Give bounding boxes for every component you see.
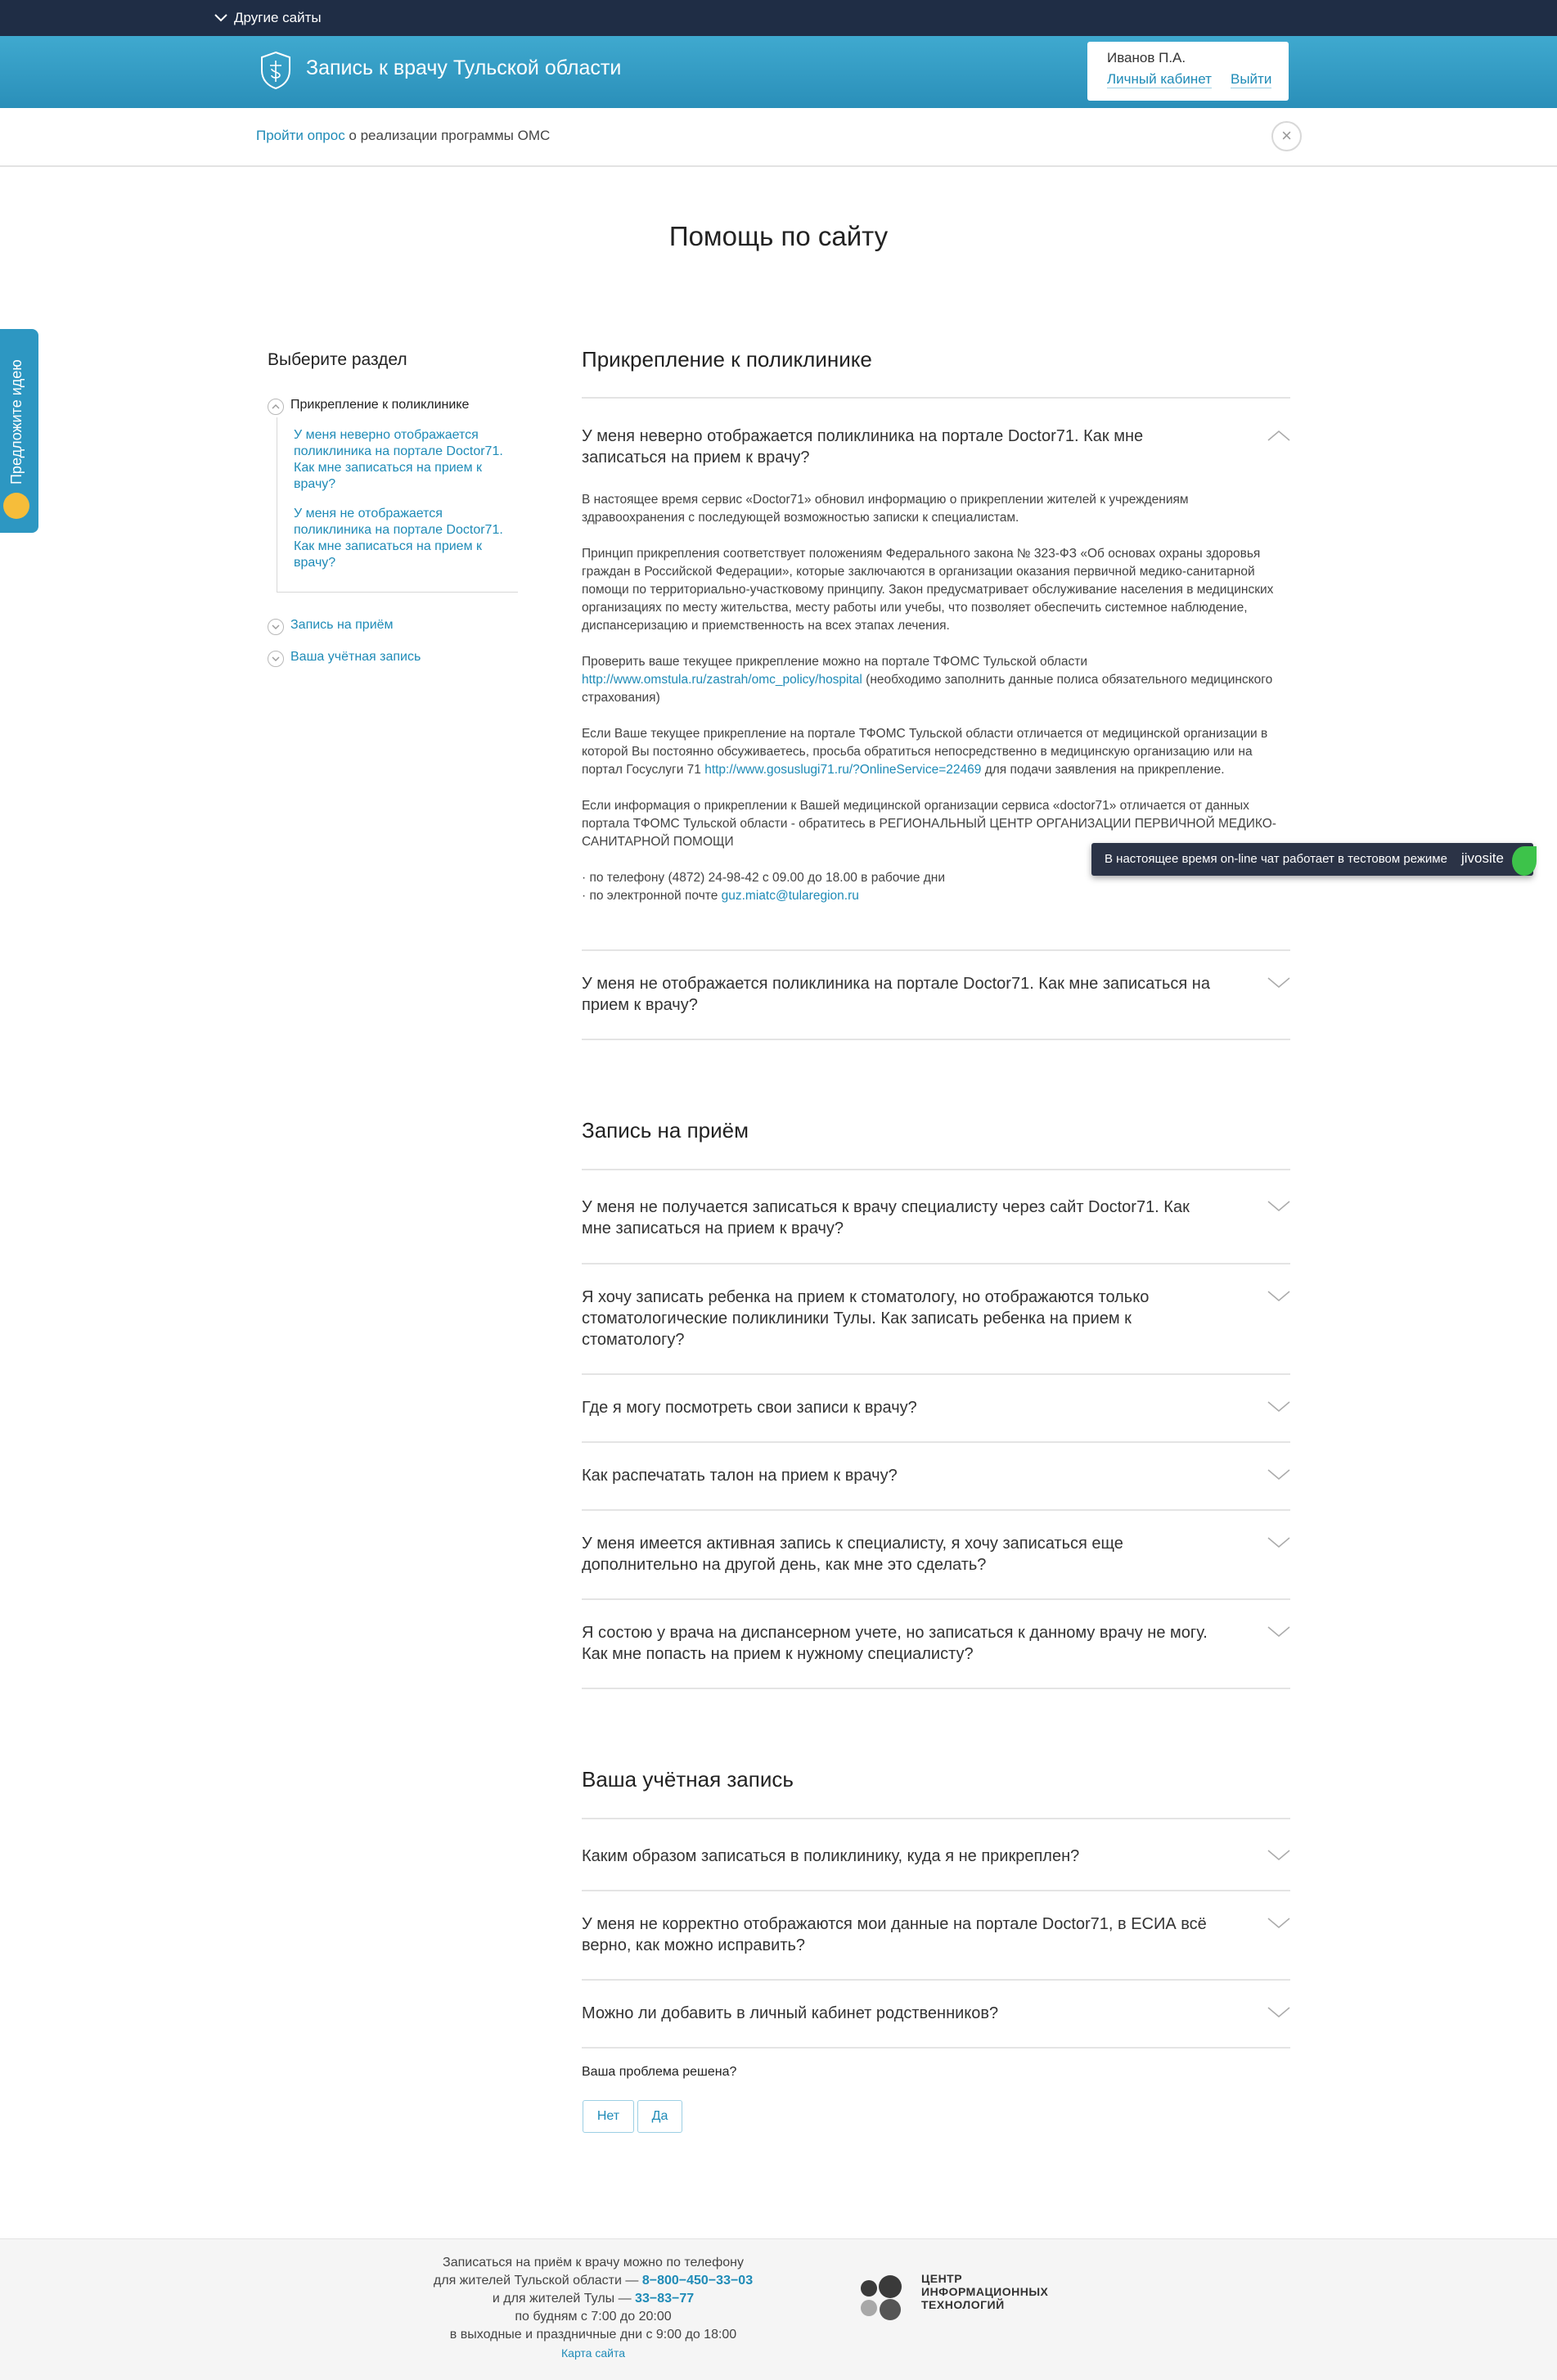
- answer-email-line: [582, 887, 1290, 905]
- chevron-down-icon: [268, 651, 284, 667]
- faq-question[interactable]: Как распечатать талон на прием к врачу?: [582, 1467, 898, 1485]
- answer-paragraph: [582, 725, 1290, 779]
- chevron-down-icon: [268, 619, 284, 635]
- user-box: [1087, 42, 1289, 101]
- section-title-attachment: Прикрепление к поликлинике: [582, 347, 872, 372]
- shield-logo-icon[interactable]: [260, 51, 291, 90]
- top-bar: [0, 0, 1557, 36]
- answer-paragraph: [582, 653, 1290, 707]
- chevron-down-icon[interactable]: [1267, 1469, 1290, 1481]
- chevron-down-icon[interactable]: [1267, 1401, 1290, 1413]
- cit-name: [921, 2272, 1048, 2311]
- nav-section-label: Прикрепление к поликлинике: [290, 398, 470, 412]
- feedback-question: Ваша проблема решена?: [582, 2065, 737, 2079]
- footer-text: и для жителей Тулы —: [492, 2292, 636, 2306]
- nav-subsection-list: [277, 417, 518, 593]
- faq-question[interactable]: Каким образом записаться в поликлинику, куда я не прикреплен?: [582, 1847, 1080, 1865]
- answer-text: · по электронной почте: [582, 889, 722, 903]
- divider: [582, 1818, 1290, 1819]
- sitemap-link[interactable]: Карта сайта: [561, 2346, 625, 2360]
- survey-close-button[interactable]: ×: [1271, 121, 1302, 151]
- chevron-down-icon[interactable]: [1267, 1918, 1290, 1929]
- cit-logo-icon[interactable]: [859, 2270, 913, 2324]
- divider: [582, 1890, 1290, 1891]
- footer-line: Записаться на приём к врачу можно по телефону: [443, 2256, 744, 2270]
- lightbulb-icon: [3, 493, 29, 519]
- email-link[interactable]: guz.miatc@tularegion.ru: [721, 889, 859, 903]
- chevron-down-icon[interactable]: [1267, 977, 1290, 989]
- chevron-down-icon[interactable]: [1267, 1626, 1290, 1638]
- city-phone-link[interactable]: 33−83−77: [635, 2292, 695, 2306]
- section-title-appointment: Запись на приём: [582, 1118, 749, 1143]
- nav-title: Выберите раздел: [268, 350, 407, 369]
- cit-name-line: ИНФОРМАЦИОННЫХ: [921, 2285, 1049, 2298]
- divider: [582, 1688, 1290, 1689]
- survey-text: [256, 128, 550, 144]
- answer-paragraph: Если информация о прикреплении к Вашей медицинской организации сервиса «doctor71» отличается от данных портала ТФОМС Тульской области - обратитесь в РЕГИОНАЛЬНЫЙ ЦЕНТР ОРГАНИЗАЦИИ ПЕРВИЧНОЙ МЕДИКО-САНИТАРНОЙ ПОМОЩИ: [582, 799, 1276, 849]
- answer-text: (необходимо заполнить данные полиса обязательного медицинского страхования): [582, 673, 1273, 705]
- cit-name-line: ТЕХНОЛОГИЙ: [921, 2298, 1005, 2311]
- page-title: Помощь по сайту: [668, 221, 889, 251]
- nav-sub-link[interactable]: У меня не отображается поликлиника на портале Doctor71. Как мне записаться на прием к врачу?: [294, 507, 503, 570]
- divider: [582, 1373, 1290, 1375]
- divider: [582, 949, 1290, 951]
- user-name: Иванов П.А.: [1107, 50, 1186, 65]
- divider: [582, 1039, 1290, 1040]
- nav-section-appointment[interactable]: [268, 618, 394, 634]
- faq-question[interactable]: У меня не получается записаться к врачу специалисту через сайт Doctor71. Как мне записаться на прием к врачу?: [582, 1198, 1190, 1237]
- divider: [582, 1169, 1290, 1170]
- footer-line: [425, 2272, 761, 2290]
- jivosite-chat-widget[interactable]: [1091, 843, 1533, 876]
- faq-question[interactable]: У меня имеется активная запись к специалисту, я хочу записаться еще дополнительно на другой день, как мне это сделать?: [582, 1535, 1123, 1574]
- divider: [582, 397, 1290, 399]
- region-phone-link[interactable]: 8−800−450−33−03: [641, 2274, 754, 2288]
- nav-section-label: Запись на приём: [290, 618, 394, 632]
- divider: [582, 1979, 1290, 1981]
- answer-text: Проверить ваше текущее прикрепление можно на портале ТФОМС Тульской области: [582, 655, 1087, 669]
- chat-bubble-icon: [1512, 846, 1537, 876]
- chevron-down-icon[interactable]: [1267, 1201, 1290, 1212]
- survey-banner: [0, 108, 1557, 167]
- other-sites-toggle[interactable]: [214, 10, 322, 26]
- chevron-down-icon[interactable]: [1267, 2007, 1290, 2018]
- jivosite-brand: jivosite: [1461, 850, 1504, 866]
- footer-text: для жителей Тульской области —: [433, 2274, 642, 2288]
- divider: [582, 1598, 1290, 1600]
- answer-paragraph: Принцип прикрепления соответствует положениям Федерального закона № 323-ФЗ «Об основах охраны здоровья граждан в Российской Федерации», которые заключаются в организации оказания первичной медико-санитарной помощи по территориально-участковому принципу. Закон предусматривает обслуживание населения в медицинских организациях по месту жительства, месту работы или учебы, что позволяет обеспечить системное наблюдение, диспансеризацию и приемственность на всех этапах лечения.: [582, 547, 1274, 633]
- tfoms-link[interactable]: http://www.omstula.ru/zastrah/omc_policy/hospital: [582, 673, 862, 687]
- divider: [582, 1441, 1290, 1443]
- faq-question[interactable]: Я хочу записать ребенка на прием к стоматологу, но отображаются только стоматологические поликлиники Тулы. Как записать ребенка на прием к стоматологу?: [582, 1288, 1150, 1349]
- faq-question[interactable]: Можно ли добавить в личный кабинет родственников?: [582, 2004, 999, 2022]
- footer: [0, 2238, 1557, 2380]
- divider: [582, 1263, 1290, 1264]
- chevron-down-icon[interactable]: [1267, 1291, 1290, 1302]
- nav-section-account[interactable]: [268, 650, 421, 666]
- divider: [582, 2047, 1290, 2049]
- no-button[interactable]: Нет: [583, 2100, 634, 2133]
- section-title-account: Ваша учётная запись: [582, 1767, 794, 1792]
- logout-link[interactable]: Выйти: [1231, 71, 1272, 87]
- answer-phone: · по телефону (4872) 24-98-42 с 09.00 до 18.00 в рабочие дни: [582, 871, 946, 885]
- chevron-down-icon[interactable]: [1267, 1850, 1290, 1861]
- chevron-up-icon: [268, 399, 284, 415]
- footer-info: [425, 2254, 761, 2363]
- footer-line: по будням с 7:00 до 20:00: [515, 2310, 672, 2324]
- yes-button[interactable]: Да: [637, 2100, 682, 2133]
- faq-question[interactable]: Я состою у врача на диспансерном учете, но записаться к данному врачу не могу. Как мне попасть на прием к нужному специалисту?: [582, 1624, 1208, 1663]
- suggest-idea-label: Предложите идею: [8, 359, 25, 485]
- faq-question[interactable]: У меня не отображается поликлиника на портале Doctor71. Как мне записаться на прием к врачу?: [582, 975, 1210, 1014]
- site-header: [0, 36, 1557, 108]
- chevron-down-icon[interactable]: [1267, 1537, 1290, 1548]
- footer-line: в выходные и праздничные дни с 9:00 до 18:00: [449, 2328, 737, 2342]
- gosuslugi-link[interactable]: http://www.gosuslugi71.ru/?OnlineService=22469: [704, 763, 982, 777]
- survey-description: о реализации программы ОМС: [344, 128, 551, 143]
- answer-text: Если Ваше текущее прикрепление на портале ТФОМС Тульской области отличается от медицинской организации в которой Вы постоянно обсуживаетесь, просьба обратиться непосредственно в медицинскую организацию или на портал Госуслуги 71: [582, 727, 1268, 777]
- faq-question[interactable]: Где я могу посмотреть свои записи к врачу?: [582, 1399, 917, 1417]
- site-title[interactable]: Запись к врачу Тульской области: [306, 56, 622, 79]
- chevron-down-icon: [214, 14, 227, 22]
- nav-sub-link[interactable]: У меня неверно отображается поликлиника на портале Doctor71. Как мне записаться на прием к врачу?: [294, 428, 503, 491]
- chat-message: В настоящее время on-line чат работает в тестовом режиме: [1105, 852, 1447, 866]
- nav-section-label: Ваша учётная запись: [290, 650, 421, 664]
- faq-question[interactable]: У меня неверно отображается поликлиника на портале Doctor71. Как мне записаться на прием к врачу?: [582, 427, 1144, 467]
- suggest-idea-tab[interactable]: [0, 329, 38, 533]
- other-sites-label: Другие сайты: [234, 10, 322, 25]
- cabinet-link[interactable]: Личный кабинет: [1107, 71, 1212, 87]
- chevron-up-icon[interactable]: [1267, 430, 1290, 441]
- answer-paragraph: В настоящее время сервис «Doctor71» обновил информацию о прикреплении жителей к учреждениям здравоохранения с последующей возможностью записки к специалистам.: [582, 493, 1189, 525]
- answer-text: для подачи заявления на прикрепление.: [981, 763, 1225, 777]
- cit-name-line: ЦЕНТР: [921, 2272, 963, 2285]
- nav-section-attachment[interactable]: [268, 398, 469, 414]
- survey-link[interactable]: Пройти опрос: [256, 128, 345, 143]
- footer-line: [425, 2290, 761, 2308]
- divider: [582, 1509, 1290, 1511]
- faq-question[interactable]: У меня не корректно отображаются мои данные на портале Doctor71, в ЕСИА всё верно, как можно исправить?: [582, 1915, 1207, 1954]
